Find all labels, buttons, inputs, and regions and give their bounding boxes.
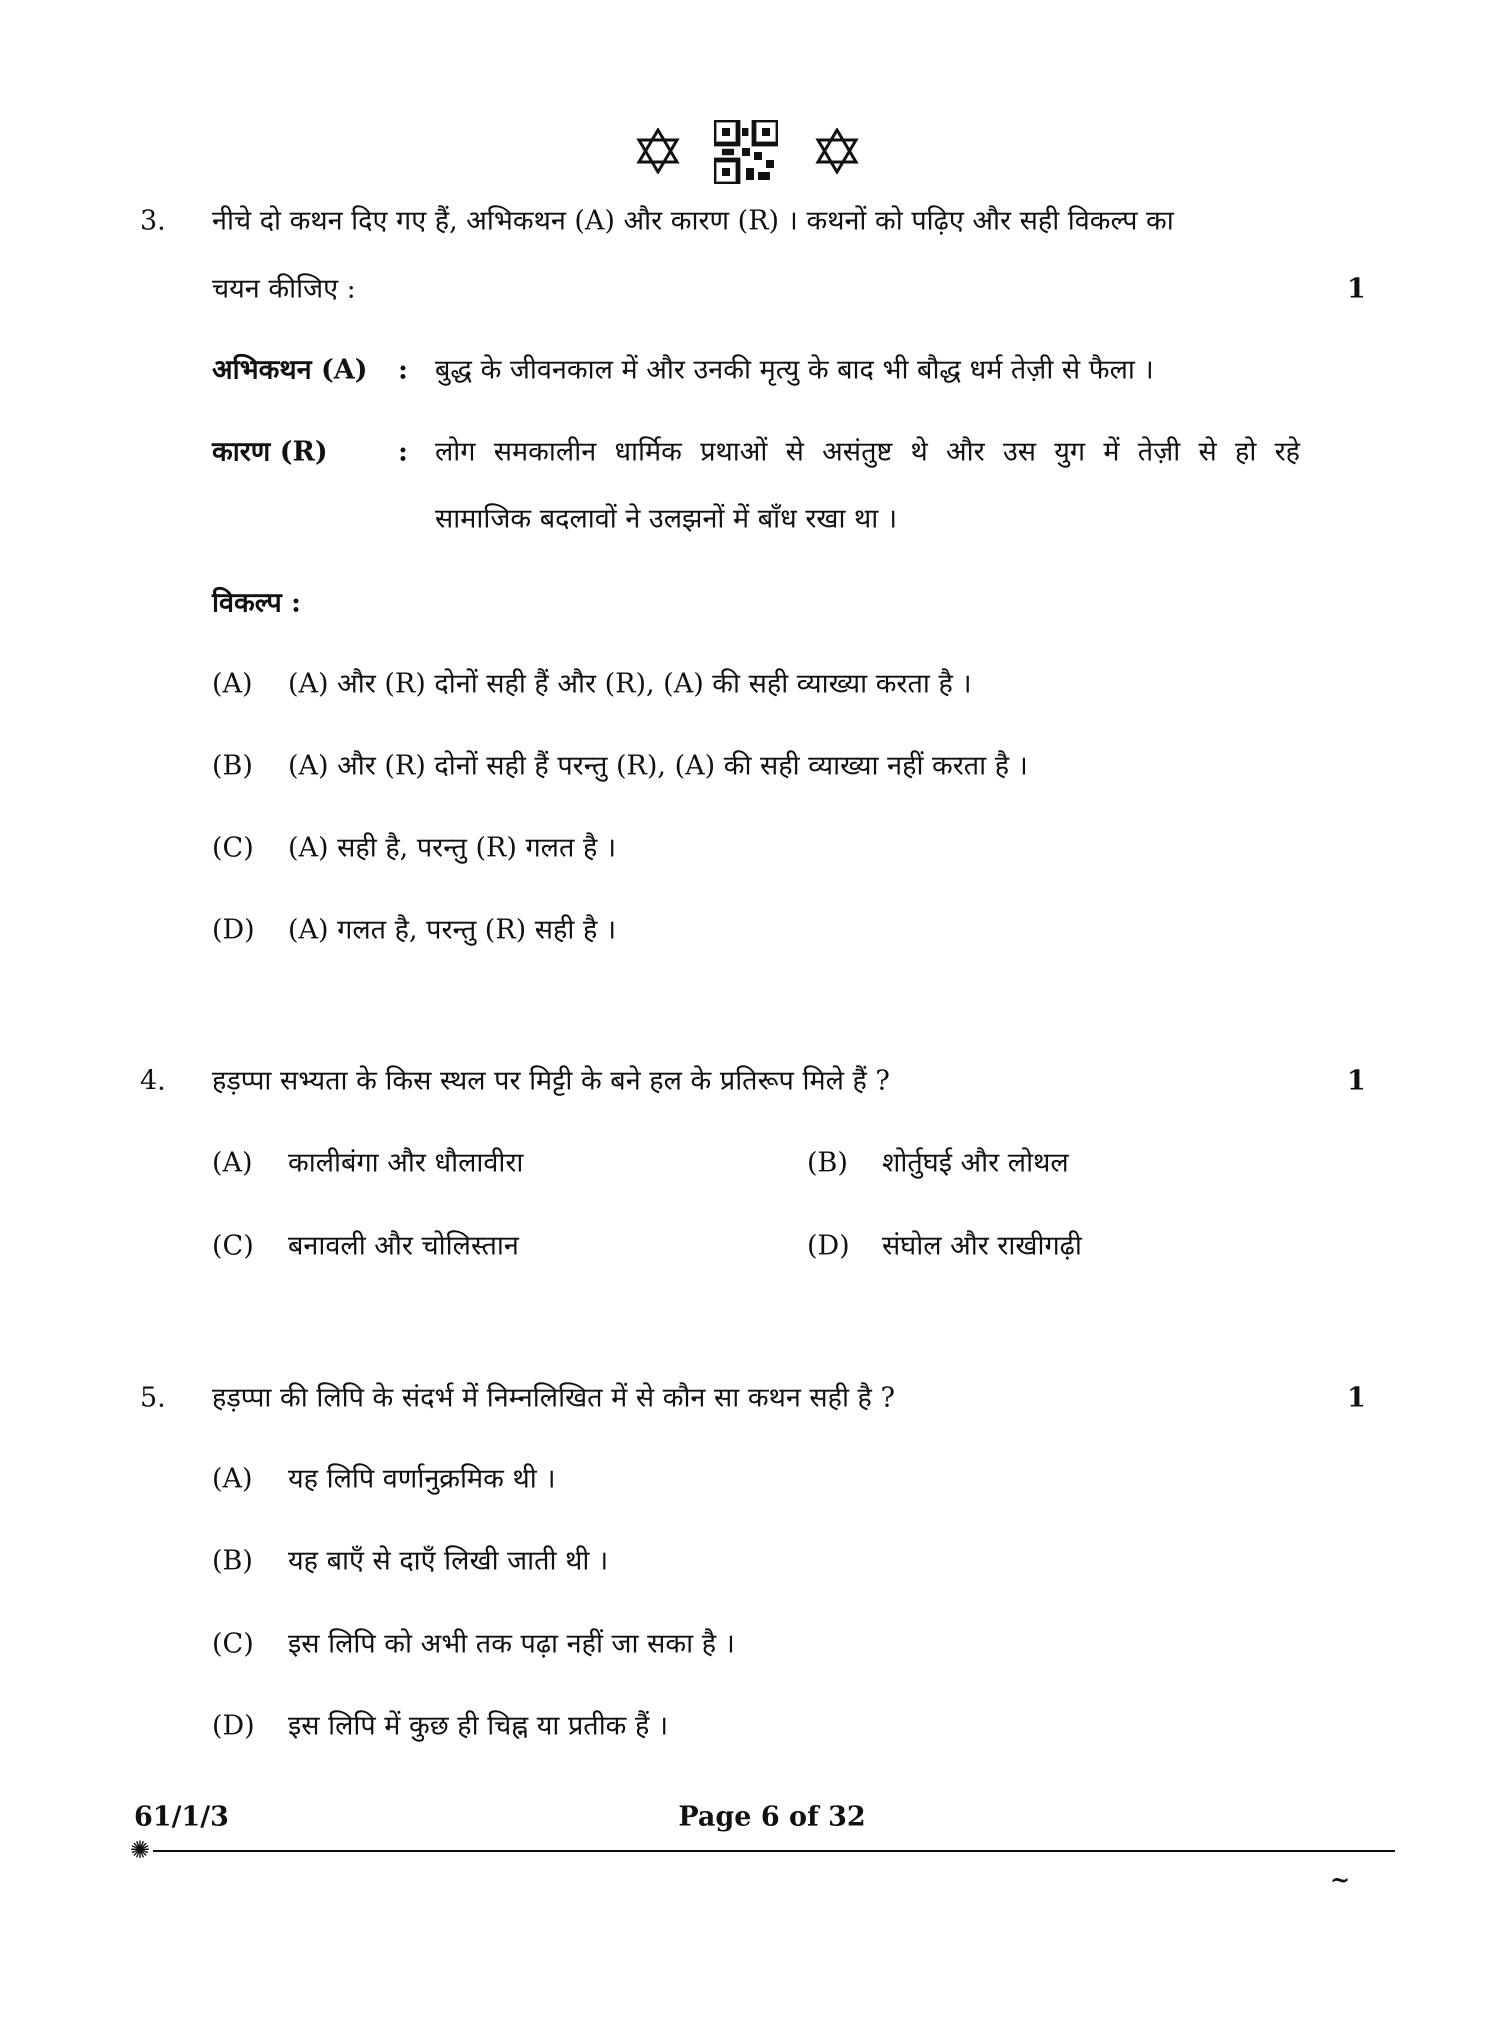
page-number: Page 6 of 32 bbox=[678, 1801, 866, 1833]
marks: 1 bbox=[1347, 1382, 1366, 1414]
option-text: (A) और (R) दोनों सही हैं परन्तु (R), (A) की सही व्याख्या नहीं करता है । bbox=[288, 750, 1028, 782]
option-key: (B) bbox=[212, 750, 253, 782]
option-text: यह बाएँ से दाएँ लिखी जाती थी । bbox=[288, 1545, 609, 1577]
qr-code-icon bbox=[714, 120, 778, 184]
marks: 1 bbox=[1347, 273, 1366, 305]
option-key: (B) bbox=[212, 1545, 253, 1577]
flower-icon: ✺ bbox=[130, 1836, 151, 1864]
question-number: 4. bbox=[140, 1065, 166, 1097]
question-number: 3. bbox=[140, 205, 166, 237]
marks: 1 bbox=[1347, 1065, 1366, 1097]
assertion-label: अभिकथन (A) bbox=[212, 354, 368, 386]
option-text: (A) और (R) दोनों सही हैं और (R), (A) की सही व्याख्या करता है । bbox=[288, 668, 972, 700]
option-key: (D) bbox=[807, 1230, 850, 1262]
option-text: शोर्तुघई और लोथल bbox=[882, 1147, 1069, 1179]
question-stem: चयन कीजिए : bbox=[212, 273, 356, 305]
paper-code: 61/1/3 bbox=[134, 1801, 229, 1833]
option-key: (D) bbox=[212, 1710, 255, 1742]
options-heading: विकल्प : bbox=[212, 587, 302, 619]
option-key: (C) bbox=[212, 1628, 254, 1660]
question-stem: नीचे दो कथन दिए गए हैं, अभिकथन (A) और कारण (R) । कथनों को पढ़िए और सही विकल्प का bbox=[212, 205, 1174, 237]
option-key: (A) bbox=[212, 668, 253, 700]
option-key: (C) bbox=[212, 1230, 254, 1262]
option-key: (D) bbox=[212, 914, 255, 946]
reason-label: कारण (R) bbox=[212, 436, 328, 468]
footer-divider bbox=[153, 1850, 1395, 1852]
star-of-david-icon bbox=[636, 128, 680, 174]
option-text: यह लिपि वर्णानुक्रमिक थी । bbox=[288, 1463, 556, 1495]
option-key: (B) bbox=[807, 1147, 848, 1179]
option-text: (A) सही है, परन्तु (R) गलत है । bbox=[288, 832, 617, 864]
option-key: (A) bbox=[212, 1147, 253, 1179]
reason-text: सामाजिक बदलावों ने उलझनों में बाँध रखा था । bbox=[435, 503, 898, 535]
option-text: कालीबंगा और धौलावीरा bbox=[288, 1147, 524, 1179]
assertion-colon: : bbox=[398, 354, 408, 386]
reason-text: लोग समकालीन धार्मिक प्रथाओं से असंतुष्ट थे और उस युग में तेज़ी से हो रहे bbox=[435, 436, 1300, 468]
question-number: 5. bbox=[140, 1382, 166, 1414]
assertion-text: बुद्ध के जीवनकाल में और उनकी मृत्यु के बाद भी बौद्ध धर्म तेज़ी से फैला । bbox=[435, 354, 1154, 386]
option-key: (A) bbox=[212, 1463, 253, 1495]
option-text: इस लिपि में कुछ ही चिह्न या प्रतीक हैं । bbox=[288, 1710, 669, 1742]
question-stem: हड़प्पा सभ्यता के किस स्थल पर मिट्टी के बने हल के प्रतिरूप मिले हैं ? bbox=[212, 1065, 890, 1097]
option-text: बनावली और चोलिस्तान bbox=[288, 1230, 519, 1262]
reason-colon: : bbox=[398, 436, 408, 468]
option-key: (C) bbox=[212, 832, 254, 864]
star-of-david-icon bbox=[815, 128, 859, 174]
question-stem: हड़प्पा की लिपि के संदर्भ में निम्नलिखित में से कौन सा कथन सही है ? bbox=[212, 1382, 895, 1414]
option-text: इस लिपि को अभी तक पढ़ा नहीं जा सका है । bbox=[288, 1628, 735, 1660]
tilde-mark: ~ bbox=[1330, 1865, 1351, 1894]
option-text: संघोल और राखीगढ़ी bbox=[882, 1230, 1082, 1262]
option-text: (A) गलत है, परन्तु (R) सही है । bbox=[288, 914, 617, 946]
